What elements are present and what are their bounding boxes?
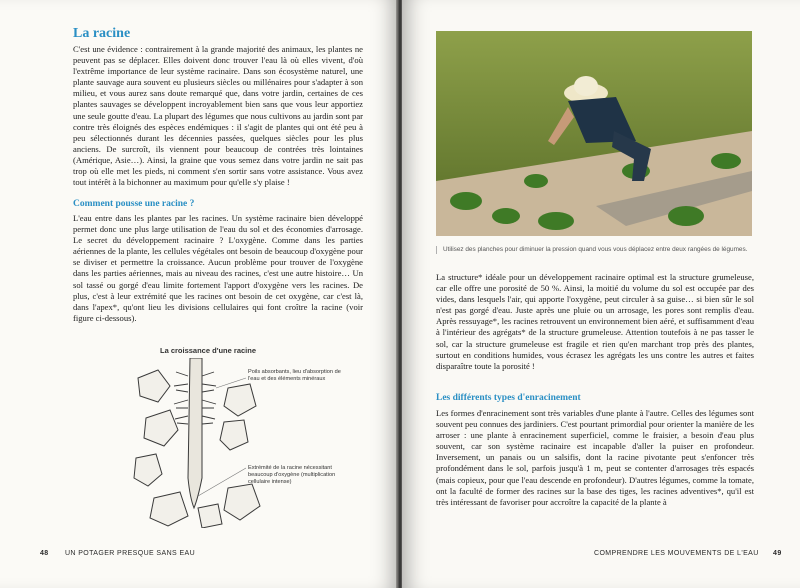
right-paragraph-2: Les formes d'enracinement sont très variables d'une plante à l'autre. Celles des légumes sont souvent peu connues des jardiniers. C'est pourtant primordial pour orienter la manière de les arroser : une plante à enracinement superficiel, comme le fraisier, a besoin d'eau plus souvent, car son système racinaire est incapable d'aller la puiser en profondeur. Inversement, un panais ou un salsifis, dont la racine pivotante peut s'enfoncer très profondément dans le sol, parfois jusqu'à 1 m, peut se contenter d'arrosages très espacés (mais copieux, pour que l'eau descende en profondeur). D'autres légumes, comme la tomate, ont la faculté de former des racines sur la base des tiges, les racines adventives*, qu'il est très intéressant de favoriser pour accroître la capacité de la plante à: [436, 408, 754, 507]
subheading: Comment pousse une racine ?: [73, 199, 195, 209]
left-page: [0, 0, 398, 588]
label-root-tip: Extrémité de la racine nécessitant beaucoup d'oxygène (multiplication cellulaire intense): [248, 465, 336, 485]
figure-title: La croissance d'une racine: [160, 346, 256, 355]
body-paragraph: L'eau entre dans les plantes par les racines. Un système racinaire bien développé permet donc une plus large utilisation de l'eau du sol et des économies d'arrosage. Le secret du développement racinaire ? L'oxygène. Comme dans les parties aériennes de la plante, les cellules végétales ont besoin de beaucoup d'oxygène pour se diviser et permettre la croissance. Aucun problème pour trouver de l'oxygène dans les parties aériennes, mais au niveau des racines, c'est une autre histoire… Un sol tassé ou gorgé d'eau limite fortement l'apport d'oxygène vers les racines. De plus, c'est à leur extrémité que les racines ont besoin de cet oxygène, car c'est là, dans l'apex*, qu'ont lieu les divisions cellulaires qui font croître la racine (voir figure ci-dessous).: [73, 213, 363, 323]
root-growth-illustration: [128, 358, 378, 528]
photo-caption: Utilisez des planches pour diminuer la pression quand vous vous déplacez entre deux rangées de légumes.: [436, 246, 773, 254]
page-number: 48: [40, 550, 49, 557]
right-footer: [594, 550, 782, 557]
label-root-hairs: Poils absorbants, lieu d'absorption de l'eau et des éléments minéraux: [248, 369, 341, 382]
running-title: UN POTAGER PRESQUE SANS EAU: [64, 550, 196, 557]
page-number-right: 49: [773, 550, 782, 557]
section-heading: La racine: [73, 26, 131, 41]
right-subheading: Les différents types d'enracinement: [436, 393, 581, 403]
intro-paragraph: C'est une évidence : contrairement à la grande majorité des animaux, les plantes ne peuvent pas se déplacer. Elles doivent donc trouver l'eau là où elles vivent, d'où l'extrême importance de leur système racinaire. Dans son écosystème naturel, une plante sauvage aura souvent eu plusieurs siècles ou millénaires pour s'adapter à son milieu, et vous aurez sans doute remarqué que, dans votre jardin, certaines de ces plantes sauvages se développent incroyablement bien sans que vous leur apportiez une seule goutte d'eau. La plupart des légumes que nous cultivons au jardin sont par contre très éloignés des espèces endémiques : il s'agit de plantes qui ont été peu à peu sélectionnés durant les décennies passées, quelques siècles pour les plus anciens. De surcroît, ils viennent pour beaucoup de contrées très lointaines (Amérique, Asie…). Ainsi, la graine que vous semez dans votre jardin ne sait pas trop où elle met les pieds, ni comment s'en sortir sans votre assistance. Vous avez tout intérêt à la bichonner au maximum pour qu'elle s'y plaise !: [73, 44, 363, 188]
garden-photo: [436, 31, 752, 236]
running-title-right: COMPRENDRE LES MOUVEMENTS DE L'EAU: [594, 550, 759, 557]
left-footer: [40, 550, 195, 557]
right-paragraph-1: La structure* idéale pour un développement racinaire optimal est la structure grumeleuse, car elle offre une porosité de 50 %. Ainsi, la moitié du volume du sol est occupée par des vides, dans lesquels l'air, qui apporte l'oxygène, peut circuler à sa guise… si bien sûr le sol n'est pas gorgé d'eau. Juste après une pluie ou un arrosage, les pores sont remplis d'eau. Après ressuyage*, les racines retrouvent un environnement bien aéré, et suffisamment d'eau à l'intérieur des agrégats* de la structure grumeleuse. Attention toutefois à ne pas tasser le sol, car la structure grumeleuse est fragile et rien qu'en marchant trop près des plantes, surtout en conditions humides, vous écrasez les agrégats les uns contre les autres et faites disparaître toute la porosité !: [436, 272, 754, 371]
